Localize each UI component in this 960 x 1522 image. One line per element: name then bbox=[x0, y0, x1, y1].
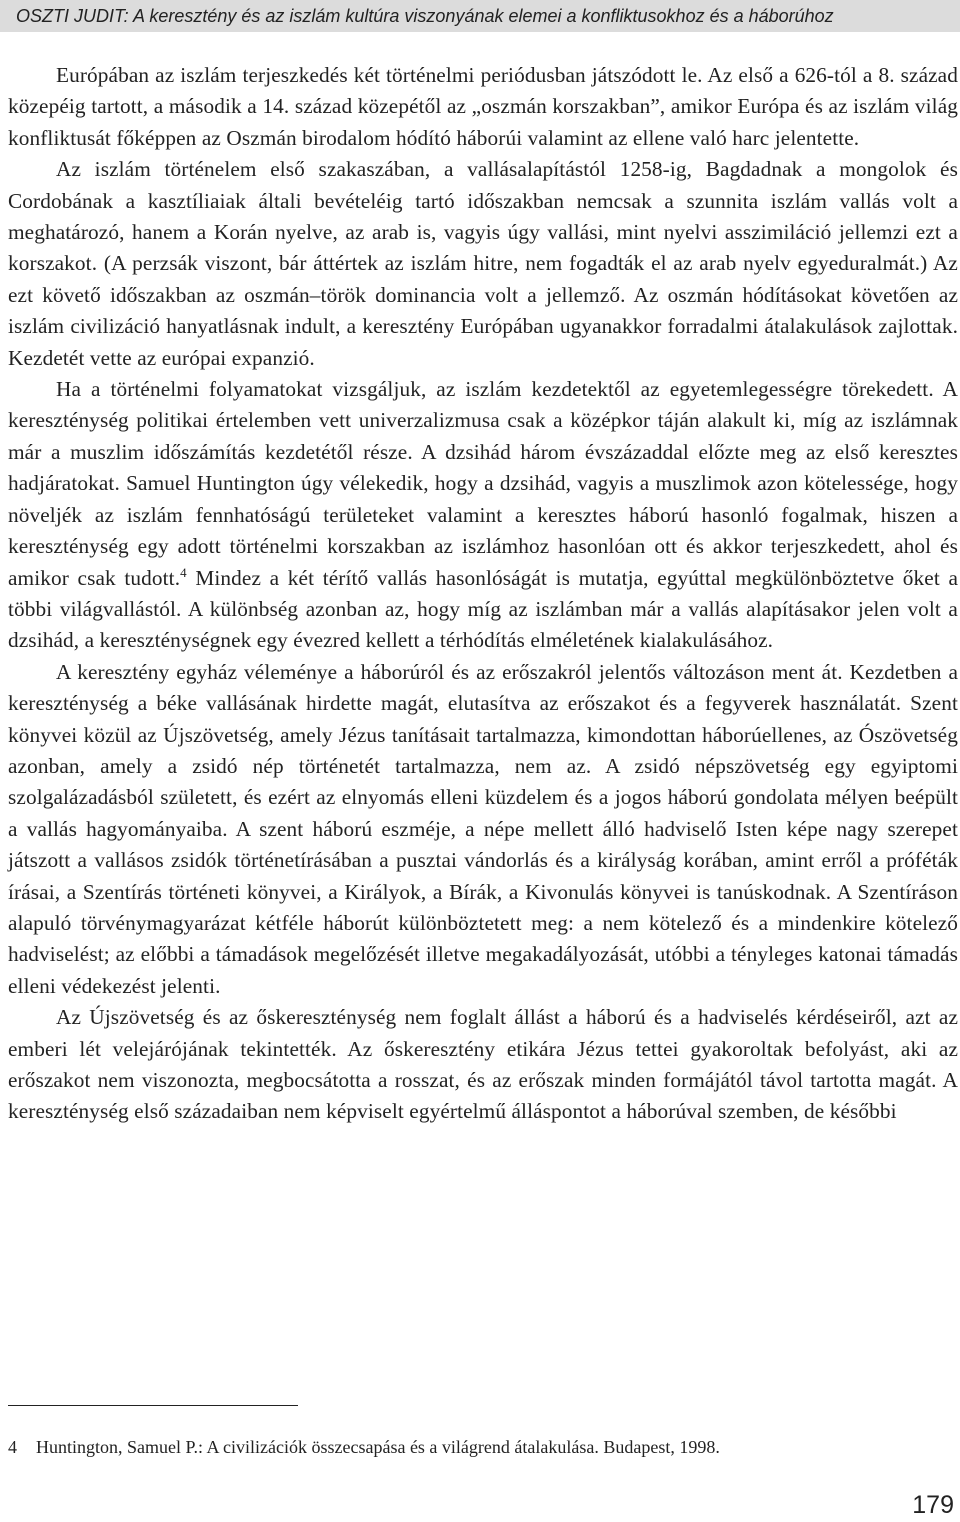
paragraph-2: Az iszlám történelem első szakaszában, a vallásalapítástól 1258-ig, Bagdadnak a mongolok és Cordobának a kasztíliaiak általi bevételéig tartó időszakban nemcsak a szunnita iszlám vallás volt a meghatározó, hanem a Korán nyelve, az arab is, vagyis úgy vallási, mint nyelvi asszimiláció jellemzi ezt a korszakot. (A perzsák viszont, bár áttértek az iszlám hitre, nem fogadták el az arab nyelv egyeduralmát.) Az ezt követő időszakban az oszmán–török dominancia volt a jellemző. Az oszmán hódításokat követően az iszlám civilizáció hanyatlásnak indult, a keresztény Európában ugyanakkor forradalmi átalakulások zajlottak. Kezdetét vette az európai expanzió. bbox=[8, 157, 958, 370]
running-head: OSZTI JUDIT: A keresztény és az iszlám kultúra viszonyának elemei a konfliktusokhoz és a háborúhoz bbox=[16, 6, 834, 26]
paragraph-5: Az Újszövetség és az őskereszténység nem foglalt állást a háború és a hadviselés kérdéseiről, azt az emberi lét velejárójának tekintették. Az őskeresztény etikára Jézus tettei gyakoroltak befolyást, aki az erőszakot nem viszonozta, megbocsátotta a rosszat, és az erőszak minden formájától távol tartotta magát. A kereszténység első századaiban nem képviselt egyértelmű álláspontot a háborúval szemben, de későbbi bbox=[8, 1005, 958, 1124]
body-text bbox=[8, 60, 958, 1128]
paragraph-1: Európában az iszlám terjeszkedés két történelmi periódusban játszódott le. Az első a 626-tól a 8. század közepéig tartott, a második a 14. század közepétől az „oszmán korszakban”, amikor Európa és az iszlám világ konfliktusát főképpen az Oszmán birodalom hódító háborúi valamint az ellene való harc jelentette. bbox=[8, 63, 958, 150]
paragraph-3 bbox=[8, 374, 958, 657]
page-number: 179 bbox=[912, 1491, 954, 1519]
paragraph-3-part-a: Ha a történelmi folyamatokat vizsgáljuk, az iszlám kezdetektől az egyetemlegességre törekedett. A kereszténység politikai értelemben vett univerzalizmusa csak a középkor táján alakult ki, míg az iszlámnak már a muszlim időszámítás kezdetétől része. A dzsihád három évszázaddal előzte meg az első keresztes hadjáratokat. Samuel Huntington úgy vélekedik, hogy a dzsihád, vagyis a muszlimok azon kötelessége, hogy növeljék az iszlám fennhatóságú területeket valamint a keresztes háború hasonló fogalmak, hiszen a kereszténység egy adott történelmi korszakban az iszlámhoz hasonlóan ott és akkor terjeszkedett, ahol és amikor csak tudott. bbox=[8, 377, 958, 590]
paragraph-3-part-b: Mindez a két térítő vallás hasonlóságát is mutatja, egyúttal megkülönböztetve őket a többi világvallástól. A különbség azonban az, hogy míg az iszlámban már a vallás alapításakor jelen volt a dzsihád, a kereszténységnek egy évezred kellett a térhódítás elméletének kialakulásához. bbox=[8, 565, 959, 653]
footnote-reference[interactable]: 4 bbox=[180, 564, 187, 580]
running-head-band bbox=[0, 0, 960, 32]
footnote-separator bbox=[8, 1405, 298, 1406]
paragraph-4: A keresztény egyház véleménye a háborúról és az erőszakról jelentős változáson ment át. Kezdetben a kereszténység a béke vallásának hirdette magát, elutasítva az erőszakot és a fegyverek használatát. Szent könyvei közül az Újszövetség, amely Jézus tanításait tartalmazza, kimondottan háborúellenes, az Ószövetség azonban, amely a zsidó nép történetét tartalmazza, nem az. A zsidó népszövetség egy egyiptomi szolgalázadásból született, és ezért az elnyomás elleni küzdelem és a jogos háború gondolata mélyen beépült a vallás hagyományaiba. A szent háború eszméje, a népe mellett álló hadviselő Isten képe nagy szerepet játszott a vallásos zsidók történetírásában a pusztai vándorlás és a királyság korában, amint erről a próféták írásai, a Szentírás történeti könyvei, a Királyok, a Bírák, a Kivonulás könyvei is tanúskodnak. A Szentíráson alapuló törvénymagyarázat kétféle háborút különböztetett meg: a nem kötelező és a mindenkire kötelező hadviselést; az előbbi a támadások megelőzését illetve megakadályozását, utóbbi a tényleges katonai támadás elleni védekezést jelenti. bbox=[8, 659, 958, 998]
footnote-number: 4 bbox=[8, 1437, 17, 1457]
footnote-text: Huntington, Samuel P.: A civilizációk összecsapása és a világrend átalakulása. Budapest, 1998. bbox=[36, 1437, 720, 1457]
footnote bbox=[8, 1435, 958, 1459]
